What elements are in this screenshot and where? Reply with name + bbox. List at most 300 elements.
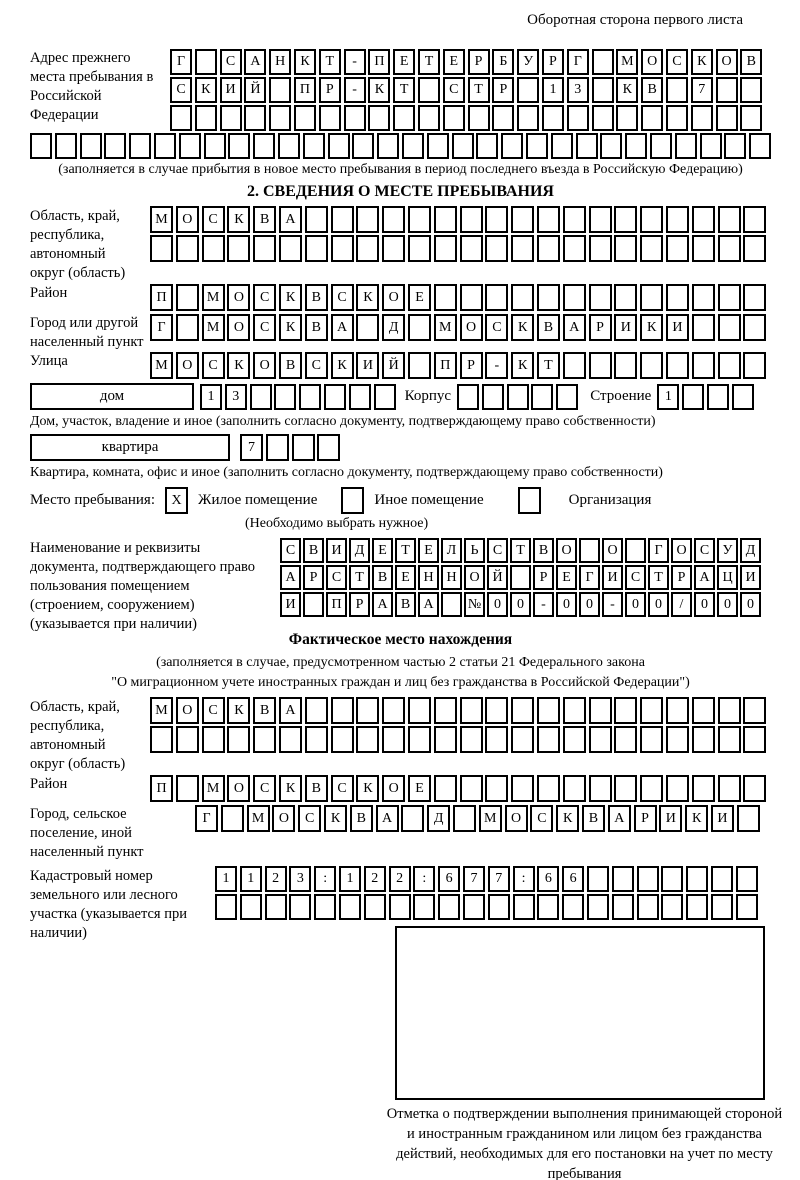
char-box[interactable] <box>266 434 289 461</box>
char-box[interactable] <box>551 133 573 159</box>
char-box[interactable]: О <box>253 352 276 379</box>
char-box[interactable]: С <box>331 284 354 311</box>
char-box[interactable]: П <box>368 49 390 75</box>
char-box[interactable] <box>511 206 534 233</box>
char-box[interactable]: Н <box>269 49 291 75</box>
char-box[interactable]: Ь <box>464 538 485 563</box>
char-box[interactable]: И <box>602 565 623 590</box>
char-box[interactable] <box>356 206 379 233</box>
char-box[interactable]: К <box>227 697 250 724</box>
char-box[interactable] <box>743 352 766 379</box>
char-box[interactable]: В <box>253 206 276 233</box>
char-box[interactable] <box>537 235 560 262</box>
char-box[interactable]: М <box>150 206 173 233</box>
char-box[interactable] <box>460 697 483 724</box>
char-box[interactable] <box>612 866 634 892</box>
char-box[interactable]: Б <box>492 49 514 75</box>
char-box[interactable]: П <box>150 284 173 311</box>
char-box[interactable]: К <box>511 352 534 379</box>
char-box[interactable]: 0 <box>487 592 508 617</box>
char-box[interactable] <box>743 314 766 341</box>
char-box[interactable]: В <box>372 565 393 590</box>
char-box[interactable] <box>460 206 483 233</box>
char-box[interactable] <box>434 697 457 724</box>
char-box[interactable] <box>711 866 733 892</box>
char-box[interactable]: О <box>460 314 483 341</box>
char-box[interactable] <box>666 284 689 311</box>
char-box[interactable]: С <box>305 352 328 379</box>
char-box[interactable] <box>356 697 379 724</box>
char-box[interactable] <box>740 77 762 103</box>
char-box[interactable]: П <box>434 352 457 379</box>
char-box[interactable]: 3 <box>567 77 589 103</box>
char-box[interactable] <box>228 133 250 159</box>
char-box[interactable] <box>265 894 287 920</box>
char-box[interactable]: О <box>716 49 738 75</box>
char-box[interactable]: К <box>691 49 713 75</box>
char-box[interactable]: К <box>227 352 250 379</box>
char-box[interactable] <box>202 235 225 262</box>
char-box[interactable]: С <box>202 697 225 724</box>
char-box[interactable] <box>675 133 697 159</box>
char-box[interactable] <box>202 726 225 753</box>
char-box[interactable] <box>269 77 291 103</box>
char-box[interactable]: О <box>641 49 663 75</box>
char-box[interactable] <box>427 133 449 159</box>
char-box[interactable] <box>434 235 457 262</box>
char-box[interactable] <box>718 726 741 753</box>
char-box[interactable] <box>457 384 479 410</box>
char-box[interactable]: 0 <box>579 592 600 617</box>
char-box[interactable]: Д <box>382 314 405 341</box>
char-box[interactable] <box>453 805 476 832</box>
char-box[interactable] <box>339 894 361 920</box>
char-box[interactable]: Р <box>542 49 564 75</box>
char-box[interactable]: - <box>344 49 366 75</box>
checkbox-inoe-pomeshenie[interactable] <box>341 487 364 514</box>
char-box[interactable] <box>331 697 354 724</box>
char-box[interactable]: П <box>326 592 347 617</box>
char-box[interactable] <box>485 235 508 262</box>
char-box[interactable] <box>382 697 405 724</box>
char-box[interactable] <box>176 284 199 311</box>
char-box[interactable] <box>563 726 586 753</box>
char-box[interactable] <box>154 133 176 159</box>
char-box[interactable]: О <box>176 697 199 724</box>
char-box[interactable]: И <box>614 314 637 341</box>
char-box[interactable]: А <box>608 805 631 832</box>
char-box[interactable] <box>600 133 622 159</box>
char-box[interactable] <box>382 235 405 262</box>
char-box[interactable] <box>331 206 354 233</box>
char-box[interactable] <box>382 726 405 753</box>
char-box[interactable] <box>443 105 465 131</box>
char-box[interactable]: К <box>368 77 390 103</box>
char-box[interactable] <box>718 284 741 311</box>
char-box[interactable]: / <box>671 592 692 617</box>
char-box[interactable] <box>579 538 600 563</box>
char-box[interactable] <box>176 775 199 802</box>
char-box[interactable]: С <box>487 538 508 563</box>
char-box[interactable]: С <box>485 314 508 341</box>
char-box[interactable] <box>204 133 226 159</box>
char-box[interactable] <box>711 894 733 920</box>
char-box[interactable]: О <box>272 805 295 832</box>
char-box[interactable]: И <box>711 805 734 832</box>
char-box[interactable] <box>692 697 715 724</box>
char-box[interactable]: Р <box>671 565 692 590</box>
char-box[interactable]: С <box>326 565 347 590</box>
char-box[interactable] <box>382 206 405 233</box>
char-box[interactable]: 0 <box>625 592 646 617</box>
char-box[interactable] <box>716 105 738 131</box>
char-box[interactable]: 7 <box>488 866 510 892</box>
checkbox-organizaciya[interactable] <box>518 487 541 514</box>
char-box[interactable] <box>592 105 614 131</box>
char-box[interactable] <box>434 206 457 233</box>
char-box[interactable]: О <box>505 805 528 832</box>
char-box[interactable] <box>227 235 250 262</box>
char-box[interactable]: А <box>376 805 399 832</box>
char-box[interactable] <box>511 775 534 802</box>
char-box[interactable]: О <box>227 314 250 341</box>
char-box[interactable] <box>718 352 741 379</box>
char-box[interactable] <box>176 314 199 341</box>
char-box[interactable] <box>692 352 715 379</box>
char-box[interactable]: 0 <box>694 592 715 617</box>
char-box[interactable] <box>279 235 302 262</box>
char-box[interactable] <box>614 775 637 802</box>
char-box[interactable]: : <box>513 866 535 892</box>
char-box[interactable] <box>319 105 341 131</box>
char-box[interactable]: Т <box>418 49 440 75</box>
char-box[interactable]: К <box>556 805 579 832</box>
char-box[interactable]: 6 <box>537 866 559 892</box>
char-box[interactable] <box>488 894 510 920</box>
char-box[interactable]: С <box>298 805 321 832</box>
char-box[interactable] <box>408 235 431 262</box>
char-box[interactable] <box>537 206 560 233</box>
char-box[interactable] <box>314 894 336 920</box>
char-box[interactable] <box>349 384 371 410</box>
char-box[interactable]: Р <box>303 565 324 590</box>
char-box[interactable] <box>718 235 741 262</box>
char-box[interactable] <box>441 592 462 617</box>
char-box[interactable]: 1 <box>240 866 262 892</box>
char-box[interactable] <box>517 77 539 103</box>
char-box[interactable] <box>413 894 435 920</box>
char-box[interactable]: Т <box>393 77 415 103</box>
char-box[interactable] <box>492 105 514 131</box>
char-box[interactable] <box>743 775 766 802</box>
char-box[interactable]: С <box>625 565 646 590</box>
char-box[interactable]: И <box>666 314 689 341</box>
char-box[interactable]: К <box>616 77 638 103</box>
char-box[interactable] <box>740 105 762 131</box>
char-box[interactable]: М <box>202 775 225 802</box>
char-box[interactable] <box>666 235 689 262</box>
char-box[interactable] <box>736 866 758 892</box>
char-box[interactable] <box>640 284 663 311</box>
char-box[interactable] <box>510 565 531 590</box>
char-box[interactable]: С <box>170 77 192 103</box>
char-box[interactable]: М <box>202 284 225 311</box>
char-box[interactable]: М <box>150 352 173 379</box>
char-box[interactable]: 0 <box>717 592 738 617</box>
char-box[interactable]: 7 <box>240 434 263 461</box>
char-box[interactable] <box>393 105 415 131</box>
char-box[interactable]: Е <box>372 538 393 563</box>
char-box[interactable]: А <box>279 697 302 724</box>
char-box[interactable]: С <box>331 775 354 802</box>
char-box[interactable] <box>331 235 354 262</box>
char-box[interactable]: В <box>350 805 373 832</box>
char-box[interactable] <box>460 775 483 802</box>
char-box[interactable]: 0 <box>556 592 577 617</box>
char-box[interactable]: К <box>356 775 379 802</box>
char-box[interactable] <box>30 133 52 159</box>
char-box[interactable] <box>227 726 250 753</box>
char-box[interactable]: О <box>176 352 199 379</box>
char-box[interactable]: Й <box>244 77 266 103</box>
char-box[interactable]: К <box>356 284 379 311</box>
char-box[interactable] <box>418 77 440 103</box>
char-box[interactable]: С <box>694 538 715 563</box>
char-box[interactable] <box>356 235 379 262</box>
char-box[interactable] <box>253 133 275 159</box>
char-box[interactable] <box>511 284 534 311</box>
char-box[interactable] <box>650 133 672 159</box>
char-box[interactable] <box>408 314 431 341</box>
char-box[interactable]: П <box>294 77 316 103</box>
char-box[interactable] <box>542 105 564 131</box>
char-box[interactable]: О <box>464 565 485 590</box>
char-box[interactable] <box>592 77 614 103</box>
char-box[interactable]: Е <box>418 538 439 563</box>
char-box[interactable] <box>537 894 559 920</box>
char-box[interactable] <box>104 133 126 159</box>
char-box[interactable]: Й <box>382 352 405 379</box>
char-box[interactable]: 1 <box>657 384 679 410</box>
char-box[interactable]: А <box>418 592 439 617</box>
char-box[interactable]: У <box>517 49 539 75</box>
char-box[interactable] <box>614 235 637 262</box>
char-box[interactable] <box>743 284 766 311</box>
char-box[interactable] <box>707 384 729 410</box>
char-box[interactable] <box>269 105 291 131</box>
char-box[interactable] <box>743 235 766 262</box>
char-box[interactable] <box>305 726 328 753</box>
char-box[interactable] <box>692 775 715 802</box>
char-box[interactable] <box>563 206 586 233</box>
char-box[interactable] <box>150 726 173 753</box>
char-box[interactable] <box>749 133 771 159</box>
char-box[interactable]: 0 <box>740 592 761 617</box>
char-box[interactable] <box>692 284 715 311</box>
char-box[interactable] <box>666 77 688 103</box>
char-box[interactable]: С <box>220 49 242 75</box>
char-box[interactable] <box>692 726 715 753</box>
char-box[interactable] <box>666 726 689 753</box>
char-box[interactable]: А <box>331 314 354 341</box>
char-box[interactable] <box>563 697 586 724</box>
char-box[interactable] <box>640 697 663 724</box>
char-box[interactable] <box>637 894 659 920</box>
char-box[interactable] <box>682 384 704 410</box>
char-box[interactable] <box>305 206 328 233</box>
char-box[interactable]: К <box>324 805 347 832</box>
char-box[interactable]: Г <box>195 805 218 832</box>
char-box[interactable] <box>537 775 560 802</box>
char-box[interactable] <box>587 894 609 920</box>
char-box[interactable]: П <box>150 775 173 802</box>
char-box[interactable]: К <box>279 284 302 311</box>
char-box[interactable]: : <box>413 866 435 892</box>
char-box[interactable] <box>434 284 457 311</box>
char-box[interactable] <box>614 352 637 379</box>
char-box[interactable] <box>176 726 199 753</box>
char-box[interactable] <box>640 775 663 802</box>
char-box[interactable] <box>700 133 722 159</box>
char-box[interactable] <box>589 697 612 724</box>
char-box[interactable]: И <box>280 592 301 617</box>
char-box[interactable]: Р <box>589 314 612 341</box>
char-box[interactable]: М <box>616 49 638 75</box>
char-box[interactable] <box>408 726 431 753</box>
char-box[interactable]: М <box>434 314 457 341</box>
char-box[interactable] <box>303 133 325 159</box>
char-box[interactable] <box>129 133 151 159</box>
char-box[interactable]: Т <box>395 538 416 563</box>
char-box[interactable]: Г <box>579 565 600 590</box>
char-box[interactable] <box>614 284 637 311</box>
char-box[interactable] <box>562 894 584 920</box>
char-box[interactable] <box>377 133 399 159</box>
char-box[interactable]: К <box>279 314 302 341</box>
char-box[interactable] <box>640 235 663 262</box>
char-box[interactable] <box>640 206 663 233</box>
char-box[interactable] <box>592 49 614 75</box>
char-box[interactable]: К <box>195 77 217 103</box>
char-box[interactable] <box>661 894 683 920</box>
char-box[interactable]: С <box>530 805 553 832</box>
char-box[interactable]: 3 <box>225 384 247 410</box>
char-box[interactable]: С <box>253 284 276 311</box>
char-box[interactable] <box>274 384 296 410</box>
char-box[interactable]: И <box>356 352 379 379</box>
char-box[interactable]: А <box>280 565 301 590</box>
char-box[interactable] <box>743 726 766 753</box>
char-box[interactable]: С <box>280 538 301 563</box>
char-box[interactable] <box>468 105 490 131</box>
char-box[interactable]: 7 <box>463 866 485 892</box>
char-box[interactable] <box>244 105 266 131</box>
char-box[interactable]: К <box>279 775 302 802</box>
char-box[interactable]: К <box>294 49 316 75</box>
char-box[interactable] <box>589 352 612 379</box>
char-box[interactable]: С <box>253 314 276 341</box>
char-box[interactable]: 3 <box>289 866 311 892</box>
char-box[interactable] <box>292 434 315 461</box>
char-box[interactable]: К <box>640 314 663 341</box>
char-box[interactable] <box>576 133 598 159</box>
char-box[interactable]: Н <box>418 565 439 590</box>
char-box[interactable] <box>485 775 508 802</box>
char-box[interactable] <box>732 384 754 410</box>
char-box[interactable] <box>589 284 612 311</box>
char-box[interactable] <box>563 235 586 262</box>
char-box[interactable] <box>80 133 102 159</box>
char-box[interactable] <box>718 314 741 341</box>
char-box[interactable]: В <box>582 805 605 832</box>
char-box[interactable]: С <box>253 775 276 802</box>
char-box[interactable] <box>537 284 560 311</box>
char-box[interactable] <box>215 894 237 920</box>
char-box[interactable] <box>485 697 508 724</box>
char-box[interactable]: 2 <box>364 866 386 892</box>
char-box[interactable] <box>356 726 379 753</box>
char-box[interactable]: М <box>247 805 270 832</box>
char-box[interactable]: Е <box>393 49 415 75</box>
char-box[interactable]: Г <box>170 49 192 75</box>
char-box[interactable] <box>55 133 77 159</box>
char-box[interactable]: У <box>717 538 738 563</box>
char-box[interactable]: Г <box>648 538 669 563</box>
char-box[interactable]: Е <box>395 565 416 590</box>
char-box[interactable] <box>438 894 460 920</box>
char-box[interactable]: - <box>485 352 508 379</box>
char-box[interactable]: Е <box>408 284 431 311</box>
char-box[interactable]: А <box>694 565 715 590</box>
char-box[interactable] <box>692 314 715 341</box>
char-box[interactable]: А <box>244 49 266 75</box>
char-box[interactable]: К <box>227 206 250 233</box>
char-box[interactable] <box>718 697 741 724</box>
char-box[interactable]: 1 <box>542 77 564 103</box>
char-box[interactable] <box>718 206 741 233</box>
char-box[interactable] <box>485 284 508 311</box>
char-box[interactable]: В <box>303 538 324 563</box>
char-box[interactable]: С <box>443 77 465 103</box>
char-box[interactable]: Н <box>441 565 462 590</box>
char-box[interactable]: - <box>344 77 366 103</box>
char-box[interactable]: О <box>556 538 577 563</box>
char-box[interactable]: Т <box>468 77 490 103</box>
char-box[interactable]: К <box>685 805 708 832</box>
char-box[interactable]: 0 <box>648 592 669 617</box>
char-box[interactable] <box>511 235 534 262</box>
char-box[interactable] <box>408 352 431 379</box>
char-box[interactable] <box>589 726 612 753</box>
char-box[interactable]: В <box>395 592 416 617</box>
char-box[interactable] <box>556 384 578 410</box>
char-box[interactable] <box>537 697 560 724</box>
char-box[interactable]: О <box>227 284 250 311</box>
char-box[interactable]: В <box>305 314 328 341</box>
char-box[interactable]: И <box>326 538 347 563</box>
char-box[interactable] <box>666 697 689 724</box>
char-box[interactable]: Р <box>492 77 514 103</box>
char-box[interactable] <box>299 384 321 410</box>
char-box[interactable]: 1 <box>200 384 222 410</box>
char-box[interactable] <box>460 235 483 262</box>
char-box[interactable] <box>460 726 483 753</box>
char-box[interactable]: С <box>202 206 225 233</box>
char-box[interactable]: К <box>511 314 534 341</box>
char-box[interactable]: О <box>176 206 199 233</box>
char-box[interactable]: В <box>641 77 663 103</box>
char-box[interactable] <box>666 105 688 131</box>
